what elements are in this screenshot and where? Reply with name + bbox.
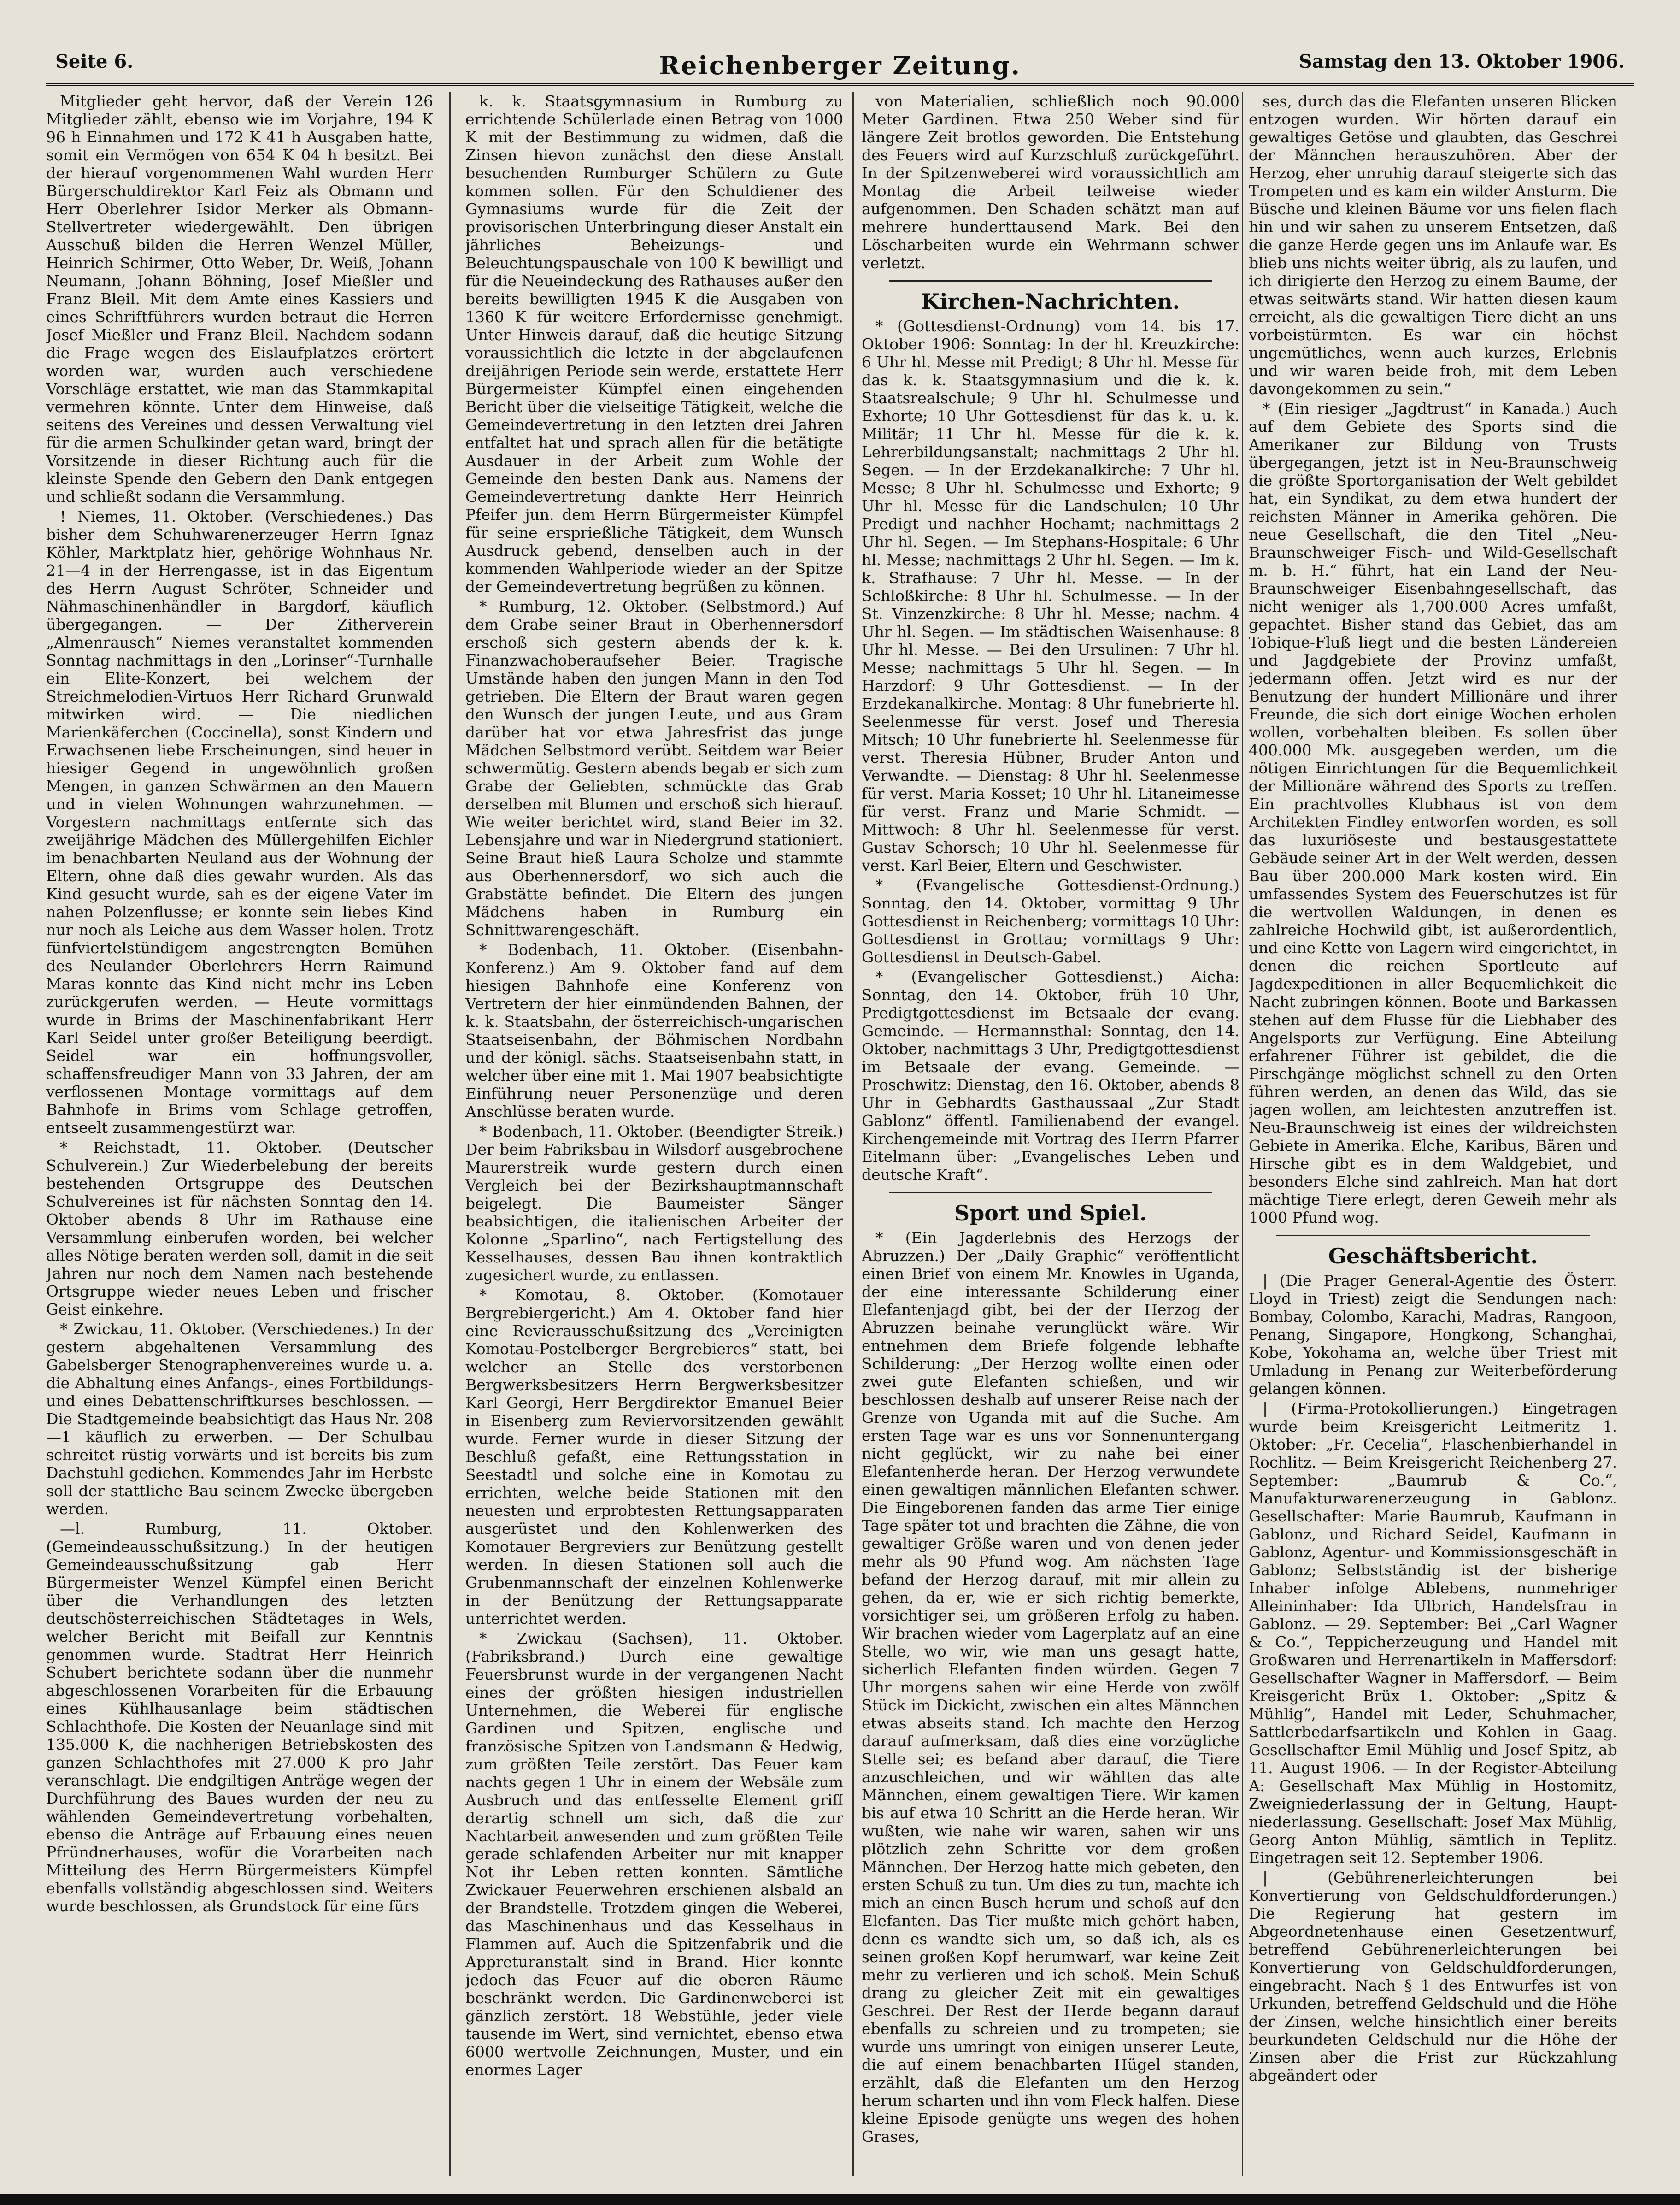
column-rule [1242,92,1243,2176]
section-heading-business: Geschäftsbericht. [1328,1244,1538,1268]
section-heading-sport: Sport und Spiel. [954,1201,1147,1226]
article-paragraph: * (Gottesdienst-Ordnung) vom 14. bis 17. Oktober 1906: Sonntag: In der hl. Kreuzkirche: 6 Uhr hl. Messe mit Predigt; 8 Uhr hl. Messe für das k. k. Staatsgymnasium und die k. k. Staatsrealschule; 9 Uhr hl. Schulmesse und Exhorte; 10 Uhr Gottesdienst für das k. u. k. Militär; 11 Uhr hl. Messe für die k. k. Lehrerbildungsanstalt; nachmittags 2 Uhr hl. Segen. — In der Erzdekanalkirche: 7 Uhr hl. Messe; 8 Uhr hl. Schulmesse und Exhorte; 9 Uhr hl. Messe für die Landschulen; 10 Uhr Predigt und nachher Hochamt; nachmittags 2 Uhr hl. Segen. — Im Stephans-Hospitale: 6 Uhr hl. Messe; nachmittags 2 Uhr hl. Segen. — Im k. k. Strafhause: 7 Uhr hl. Messe. — In der Schloßkirche: 8 Uhr hl. Schulmesse. — In der St. Vinzenzkirche: 8 Uhr hl. Messe; nachm. 4 Uhr hl. Segen. — Im städtischen Waisenhause: 8 Uhr hl. Messe. — Bei den Ursulinen: 7 Uhr hl. Messe; nachmittags 5 Uhr hl. Segen. — In Harzdorf: 9 Uhr Gottesdienst. — In der Erzdekanalkirche. Montag: 8 Uhr funebrierte hl. Seelenmesse für verst. Josef und Theresia Mitsch; 10 Uhr funebrierte hl. Seelenmesse für verst. Theresia Hübner, Bruder Anton und Verwandte. — Dienstag: 8 Uhr hl. Seelenmesse für verst. Maria Kosset; 10 Uhr hl. Litaneimesse für verst. Franz und Marie Schmidt. — Mittwoch: 8 Uhr hl. Seelenmesse für verst. Gustav Schorsch; 10 Uhr hl. Seelenmesse für verst. Karl Beier, Eltern und Geschwister. [862,317,1239,874]
section-divider [889,1192,1212,1193]
article-paragraph: * (Evangelische Gottesdienst-Ordnung.) Sonntag, den 14. Oktober, vormittag 9 Uhr Gottesdienst in Reichenberg; vormittags 10 Uhr: Gottesdienst in Grottau; vormittags 9 Uhr: Gottesdienst in Deutsch-Gabel. [862,876,1239,966]
article-paragraph: * (Ein riesiger „Jagdtrust“ in Kanada.) Auch auf dem Gebiete des Sports sind die Amerikaner zur Bildung von Trusts übergegangen, jetzt ist in Neu-Braunschweig die größte Sportorganisation der Welt gebildet hat, ein Syndikat, zu dem etwa hundert der reichsten Männer in Amerika gehören. Die neue Gesellschaft, die den Titel „Neu-Braunschweiger Fisch- und Wild-Gesellschaft m. b. H.“ führt, hat ein Land der Neu-Braunschweiger Eisenbahngesellschaft, das nicht weniger als 1,700.000 Acres umfaßt, gepachtet. Bisher stand das Gebiet, das am Tobique-Fluß liegt und die besten Ländereien und Jagdgebiete der Provinz umfaßt, jedermann offen. Jetzt wird es nur der Benutzung der hundert Millionäre und ihrer Freunde, die sich dort einige Wochen erholen wollen, vorbehalten bleiben. Es sollen über 400.000 Mk. ausgegeben werden, um die nötigen Einrichtungen für die Bequemlichkeit der Millionäre während des Sports zu treffen. Ein prachtvolles Klubhaus ist von dem Architekten Findley entworfen worden, es soll das luxuriöseste und bestausgestattete Gebäude seiner Art in der Welt werden, dessen Bau über 200.000 Mark kosten wird. Ein umfassendes System des Feuerschutzes ist für die wertvollen Waldungen, in denen es zahlreiche Hochwild gibt, ist außerordentlich, und eine Kette von Lagern wird eingerichtet, in denen die reichen Sportleute auf Jagdexpeditionen in aller Bequemlichkeit die Nacht zubringen können. Boote und Barkassen stehen auf dem Flusse für die Liebhaber des Angelsports zur Verfügung. Eine Abteilung erfahrener Führer ist gebildet, die die Pirschgänge möglichst schnell zu den Orten führen werden, an denen das Wild, das sie jagen wollen, am leichtesten anzutreffen ist. Neu-Braunschweig ist eines der wildreichsten Gebiete in Amerika. Elche, Karibus, Bären und Hirsche gibt es in dem Waldgebiet, und besonders Elche sind zahlreich. Man hat dort mächtige Tiere erlegt, deren Geweih mehr als 1000 Pfund wog. [1249,400,1617,1226]
column-rule [852,92,854,2176]
article-paragraph: * Rumburg, 12. Oktober. (Selbstmord.) Auf dem Grabe seiner Braut in Oberhennersdorf erschoß sich gestern abends der k. k. Finanzwachoberaufseher Beier. Tragische Umstände haben den jungen Mann in den Tod getrieben. Die Eltern der Braut waren gegen den Wunsch der jungen Leute, und aus Gram darüber hat vor etwa Jahresfrist das junge Mädchen Selbstmord verübt. Seitdem war Beier schwermütig. Gestern abends begab er sich zum Grabe der Geliebten, schmückte das Grab derselben mit Blumen und erschoß sich hierauf. Wie weiter berichtet wird, stand Beier im 32. Lebensjahre und war in Niedergrund stationiert. Seine Braut hieß Laura Scholze und stammte aus Oberhennersdorf, wo sich auch die Grabstätte befindet. Die Eltern des jungen Mädchens haben in Rumburg ein Schnittwarengeschäft. [465,597,843,939]
article-paragraph: * Reichstadt, 11. Oktober. (Deutscher Schulverein.) Zur Wiederbelebung der bereits bestehenden Ortsgruppe des Deutschen Schulvereines ist für nächsten Sonntag den 14. Oktober abends 8 Uhr im Rathause eine Versammlung einberufen worden, bei welcher alles Nötige beraten werden soll, damit in die seit Jahren nur noch dem Namen nach bestehende Ortsgruppe wieder neues Leben und frischer Geist einkehre. [46,1138,433,1318]
article-paragraph: * Bodenbach, 11. Oktober. (Eisenbahn-Konferenz.) Am 9. Oktober fand auf dem hiesigen Bahnhofe eine Konferenz von Vertretern der hier einmündenden Bahnen, der k. k. Staatsbahn, der österreichisch-ungarischen Staatseisenbahn, der Böhmischen Nordbahn und der königl. sächs. Staatseisenbahn statt, in welcher über eine mit 1. Mai 1907 beabsichtigte Einführung neuer Personenzüge und deren Anschlüsse beraten wurde. [465,941,843,1120]
article-paragraph: k. k. Staatsgymnasium in Rumburg zu errichtende Schülerlade einen Betrag von 1000 K mit der Bestimmung zu widmen, daß die Zinsen hievon zunächst den diese Anstalt besuchenden Rumburger Schülern zu Gute kommen sollen. Für den Schuldiener des Gymnasiums wurde für die Zeit der provisorischen Unterbringung dieser Anstalt ein jährliches Beheizungs- und Beleuchtungspauschale von 100 K bewilligt und für die Neueindeckung des Rathauses außer den bereits bewilligten 1945 K die Ausgaben von 1360 K für weitere Erfordernisse genehmigt. Unter Hinweis darauf, daß die heutige Sitzung voraussichtlich die letzte in der abgelaufenen dreijährigen Periode sein werde, erstattete Herr Bürgermeister Kümpfel einen eingehenden Bericht über die vielseitige Tätigkeit, welche die Gemeindevertretung in den letzten drei Jahren entfaltet hat und sprach allen für die betätigte Ausdauer in der Arbeit zum Wohle der Gemeinde den besten Dank aus. Namens der Gemeindevertretung dankte Herr Heinrich Pfeifer jun. dem Herrn Bürgermeister Kümpfel für seine ersprießliche Tätigkeit, dem Wunsch Ausdruck gebend, denselben auch in der kommenden Wahlperiode wieder an der Spitze der Gemeindevertretung begrüßen zu können. [465,92,843,595]
article-paragraph: | (Gebührenerleichterungen bei Konvertierung von Geldschuldforderungen.) Die Regierung hat gestern im Abgeordnetenhause einen Gesetzentwurf, betreffend Gebührenerleichterungen bei Konvertierung von Geldschuldforderungen, eingebracht. Nach § 1 des Entwurfes ist von Urkunden, betreffend Geldschuld und die Höhe der Zinsen, welche hinsichtlich einer bereits beurkundeten Geldschuld nur die Höhe der Zinsen aber die Frist zur Rückzahlung abgeändert oder [1249,1869,1617,2084]
article-paragraph: * Zwickau (Sachsen), 11. Oktober. (Fabriksbrand.) Durch eine gewaltige Feuersbrunst wurde in der vergangenen Nacht eines der größten hiesigen industriellen Unternehmen, die Weberei für englische Gardinen und Spitzen, englische und französische Spitzen von Landsmann & Hedwig, zum größten Teile zerstört. Das Feuer kam nachts gegen 1 Uhr in einem der Websäle zum Ausbruch und das entfesselte Element griff derartig schnell um sich, daß die zur Nachtarbeit anwesenden und zum größten Teile gerade schlafenden Arbeiter nur mit knapper Not ihr Leben retten konnten. Sämtliche Zwickauer Feuerwehren erschienen alsbald an der Brandstelle. Trotzdem gingen die Weberei, das Maschinenhaus und das Kesselhaus in Flammen auf. Auch die Spitzenfabrik und die Appreturanstalt sind in Brand. Hier konnte jedoch das Feuer auf die oberen Räume beschränkt werden. Die Gardinenweberei ist gänzlich zerstört. 18 Webstühle, jeder viele tausende im Wert, sind vernichtet, ebenso etwa 6000 wertvolle Zeichnungen, Muster, und ein enormes Lager [465,1629,843,2079]
article-paragraph: | (Die Prager General-Agentie des Österr. Lloyd in Triest) zeigt die Sendungen nach: Bombay, Colombo, Karachi, Madras, Rangoon, Penang, Singapore, Hongkong, Schanghai, Kobe, Yokohama an, welche über Triest mit Umladung in Penang zur Weiterbeförderung gelangen können. [1249,1272,1617,1397]
page-header [46,46,1634,86]
article-paragraph: ! Niemes, 11. Oktober. (Verschiedenes.) Das bisher dem Schuhwarenerzeuger Herrn Ignaz Köhler, Marktplatz hier, gehörige Wohnhaus Nr. 21—4 in der Herrengasse, ist in das Eigentum des Herrn August Schröter, Schneider und Nähmaschinenhändler in Bargdorf, käuflich übergegangen. — Der Zitherverein „Almenrausch“ Niemes veranstaltet kommenden Sonntag nachmittags in den „Lorinser“-Turnhalle ein Elite-Konzert, bei welchem der Streichmelodien-Virtuos Herr Richard Grunwald mitwirken wird. — Die niedlichen Marienkäferchen (Coccinella), sonst Kindern und Erwachsenen liebe Erscheinungen, sind heuer in hiesiger Gegend in ungewöhnlich großen Mengen, in ganzen Schwärmen an den Mauern und in vielen Wohnungen wahrzunehmen. — Vorgestern nachmittags entfernte sich das zweijährige Mädchen des Müllergehilfen Eichler im benachbarten Neuland aus der Wohnung der Eltern, ohne daß dies gewahr wurden. Als das Kind gesucht wurde, sah es der eigene Vater im nahen Polzenflusse; er konnte sein liebes Kind nur noch als Leiche aus dem Wasser holen. Trotz fünfviertelstündigem angestrengten Bemühen des Neulander Oberlehrers Herrn Raimund Maras konnte das Kind nicht mehr ins Leben zurückgerufen werden. — Heute vormittags wurde in Brims der Maschinenfabrikant Herr Karl Seidel unter großer Beteiligung beerdigt. Seidel war ein hoffnungsvoller, schaffensfreudiger Mann von 33 Jahren, der am verflossenen Montage vormittags auf dem Bahnhofe in Brims vom Schlage getroffen, entseelt zusammengestürzt war. [46,507,433,1137]
article-paragraph: * (Ein Jagderlebnis des Herzogs der Abruzzen.) Der „Daily Graphic“ veröffentlicht einen Brief von einem Mr. Knowles in Uganda, der eine interessante Schilderung einer Elefantenjagd gibt, bei der der Herzog der Abruzzen beinahe verunglückt wäre. Wir entnehmen dem Briefe folgende lebhafte Schilderung: „Der Herzog wollte einen oder zwei gute Elefanten schießen, und wir beschlossen deshalb auf unserer Reise nach der Grenze von Uganda mit auf die Suche. Am ersten Tage war es uns vor Sonnenuntergang nicht geglückt, wir zu nahe bei einer Elefantenherde heran. Der Herzog verwundete einen gewaltigen männlichen Elefanten schwer. Die Eingeborenen fanden das arme Tier einige Tage später tot und brachten die Zähne, die von gewaltiger Größe waren und von denen jeder mehr als 90 Pfund wog. Am nächsten Tage befand der Herzog darauf, mit mir allein zu gehen, da er, wie er sich richtig bemerkte, vorsichtiger sei, um größeren Erfolg zu haben. Wir brachen wieder vom Lagerplatz auf an eine Stelle, wo wir, wie man uns gesagt hatte, sicherlich Elefanten finden würden. Gegen 7 Uhr morgens sahen wir eine Herde von zwölf Stück im Dickicht, zwischen ein altes Männchen etwas abseits stand. Ich machte den Herzog darauf aufmerksam, daß dies eine vorzügliche Stelle sei; es befand aber darauf, die Tiere anzuschleichen, und wir wählten das alte Männchen, einem gewaltigen Tiere. Wir kamen bis auf etwa 10 Schritt an die Herde heran. Wir wußten, wie nahe wir waren, sahen wir uns plötzlich zehn Schritte vor dem großen Männchen. Der Herzog hatte mich gebeten, den ersten Schuß zu tun. Um dies zu tun, machte ich mich an einen Busch herum und schoß auf den Elefanten. Das Tier mußte mich gehört haben, denn es wandte sich um, so daß ich, als es seinen großen Kopf herumwarf, war keine Zeit mehr zu verlieren und ich schoß. Mein Schuß drang zu gleicher Zeit mit ein gewaltiges Geschrei. Der Rest der Herde begann darauf ebenfalls zu schreien und zu trompeten; sie wurde uns umringt von einigen unserer Leute, die auf einem benachbarten Hügel standen, erzählt, daß die Elefanten um den Herzog herum scharten und ihn vom Fleck halfen. Diese kleine Episode genügte uns wegen des hohen Grases, [862,1229,1239,2146]
page-number: Seite 6. [55,51,134,72]
newspaper-title: Reichenberger Zeitung. [659,51,1021,80]
scan-bottom-edge [0,2194,1680,2205]
article-paragraph: | (Firma-Protokollierungen.) Eingetragen wurde beim Kreisgericht Leitmeritz 1. Oktober: „Fr. Cecelia“, Flaschenbierhandel in Rochlitz. — Beim Kreisgericht Reichenberg 27. September: „Baumrub & Co.“, Manufakturwarenerzeugung in Gablonz. Gesellschafter: Marie Baumrub, Kaufmann in Gablonz, und Richard Seidel, Kaufmann in Gablonz, Agentur- und Kommissionsgeschäft in Gablonz; Selbstständig ist der bisherige Inhaber infolge Ablebens, nunmehriger Alleininhaber: Ida Ulbrich, Handelsfrau in Gablonz. — 29. September: Bei „Carl Wagner & Co.“, Teppicherzeugung und Handel mit Großwaren und Herrenartikeln in Maffersdorf: Gesellschafter Wagner in Maffersdorf. — Beim Kreisgericht Brüx 1. Oktober: „Spitz & Mühlig“, Handel mit Leder, Schuhmacher, Sattlerbedarfsartikeln und Kohlen in Gaag. Gesellschafter Emil Mühlig und Josef Spitz, ab 11. August 1906. — In der Register-Abteilung A: Gesellschaft Max Mühlig in Hostomitz, Zweigniederlassung der in Geltung, Hauptniederlassung. Gesellschaft: Josef Max Mühlig, Georg Anton Mühlig, sämtlich in Teplitz. Eingetragen seit 12. September 1906. [1249,1399,1617,1867]
column-3 [862,92,1239,2176]
article-paragraph: Mitglieder geht hervor, daß der Verein 126 Mitglieder zählt, ebenso wie im Vorjahre, 194 K 96 h Einnahmen und 172 K 41 h Ausgaben hatte, somit ein Vermögen von 654 K 04 h besitzt. Bei der hierauf vorgenommenen Wahl wurden Herr Bürgerschuldirektor Karl Feiz als Obmann und Herr Oberlehrer Isidor Merker als Obmann-Stellvertreter wiedergewählt. Den übrigen Ausschuß bilden die Herren Wenzel Müller, Heinrich Schirmer, Otto Weber, Dr. Weiß, Johann Neumann, Johann Böhning, Josef Mießler und Franz Bleil. Mit dem Amte eines Kassiers und eines Schriftführers wurden betraut die Herren Josef Mießler und Franz Bleil. Nachdem sodann die Frage wegen des Eislaufplatzes erörtert worden war, wurden auch verschiedene Vorschläge erstattet, wie man das Stammkapital vermehren könnte. Unter dem Hinweise, daß seitens des Vereines und dessen Verwaltung viel für die armen Schulkinder getan ward, bringt der Vorsitzende in dieser Richtung auch für die kleinste Spende den Gebern den Dank entgegen und schließt sodann die Versammlung. [46,92,433,506]
column-rule [449,92,451,2176]
article-paragraph: * Komotau, 8. Oktober. (Komotauer Bergrebiergericht.) Am 4. Oktober fand hier eine Revierausschußsitzung des „Vereinigten Komotau-Postelberger Bergrebieres“ statt, bei welcher an Stelle des verstorbenen Bergwerksbesitzers Herrn Bergwerksbesitzer Karl Georgi, Herr Bergdirektor Emanuel Beier in Eisenberg zum Reviervorsitzenden gewählt wurde. Ferner wurde in dieser Sitzung der Beschluß gefaßt, eine Rettungsstation in Seestadtl und solche eine in Komotau zu errichten, welche beide Stationen mit den neuesten und erprobtesten Rettungsapparaten ausgerüstet und den Kohlenwerken des Komotauer Bergreviers zur Benützung gestellt werden. In diesen Stationen soll auch die Grubenmannschaft der einzelnen Kohlenwerke in der Benützung der Rettungsapparate unterrichtet werden. [465,1286,843,1627]
issue-date: Samstag den 13. Oktober 1906. [1298,51,1625,72]
article-paragraph: ses, durch das die Elefanten unseren Blicken entzogen wurden. Wir hörten darauf ein gewaltiges Getöse und glaubten, das Geschrei der Männchen herauszuhören. Aber der Herzog, eher unruhig darauf steigerte sich das Trompeten und es kam ein wilder Ansturm. Die Büsche und kleinen Bäume vor uns fielen flach hin und wir sahen zu unserem Entsetzen, daß die ganze Herde gegen uns im Anlaufe war. Es blieb uns nichts weiter übrig, als zu laufen, und ich dirigierte den Herzog zu einem Baume, der etwas seitwärts stand. Wir hatten diesen kaum erreicht, als die gewaltigen Tiere dicht an uns vorbeistürmten. Es war ein höchst ungemütliches, wenn auch kurzes, Erlebnis und wir waren beide froh, mit dem Leben davongekommen zu sein.“ [1249,92,1617,398]
column-1 [46,92,433,2176]
article-paragraph: * Bodenbach, 11. Oktober. (Beendigter Streik.) Der beim Fabriksbau in Wilsdorf ausgebrochene Maurerstreik wurde gestern durch einen Vergleich bei der Bezirkshauptmannschaft beigelegt. Die Baumeister Sänger beabsichtigen, die italienischen Arbeiter der Kolonne „Sparlino“, nach Fertigstellung des Kesselhauses, dessen Bau ihnen kontraktlich zugesichert wurde, zu entlassen. [465,1122,843,1284]
column-4 [1249,92,1617,2176]
column-2 [465,92,843,2176]
section-divider [1276,1235,1590,1236]
section-heading-church: Kirchen-Nachrichten. [921,289,1180,314]
article-paragraph: * (Evangelischer Gottesdienst.) Aicha: Sonntag, den 14. Oktober, früh 10 Uhr, Predigtgottesdienst im Betsaale der evang. Gemeinde. — Hermannsthal: Sonntag, den 14. Oktober, nachmittags 3 Uhr, Predigtgottesdienst im Betsaale der evang. Gemeinde. — Proschwitz: Dienstag, den 16. Oktober, abends 8 Uhr in Gebhardts Gasthaussaal „Zur Stadt Gablonz“ öffentl. Familienabend der evangel. Kirchengemeinde mit Vortrag des Herrn Pfarrer Eitelmann über: „Evangelisches Leben und deutsche Kraft“. [862,968,1239,1184]
article-paragraph: * Zwickau, 11. Oktober. (Verschiedenes.) In der gestern abgehaltenen Versammlung des Gabelsberger Stenographenvereines wurde u. a. die Abhaltung eines Anfangs-, eines Fortbildungs- und eines Debattenschriftkurses beschlossen. — Die Stadtgemeinde beabsichtigt das Haus Nr. 208—1 käuflich zu erwerben. — Der Schulbau schreitet rüstig vorwärts und ist bereits bis zum Dachstuhl gediehen. Kommendes Jahr im Herbste soll der stattliche Bau seinem Zwecke übergeben werden. [46,1320,433,1518]
section-divider [889,280,1212,282]
article-paragraph: —l. Rumburg, 11. Oktober. (Gemeindeausschußsitzung.) In der heutigen Gemeindeausschußsitzung gab Herr Bürgermeister Wenzel Kümpfel einen Bericht über die Verhandlungen des letzten deutschösterreichischen Städtetages in Wels, welcher Bericht mit Beifall zur Kenntnis genommen wurde. Stadtrat Herr Heinrich Schubert berichtete sodann über die nunmehr abgeschlossenen Vorarbeiten für die Erbauung eines Kühlhausanlage beim städtischen Schlachthofe. Die Kosten der Neuanlage sind mit 135.000 K, die nachherigen Betriebskosten des ganzen Schlachthofes mit 27.000 K pro Jahr veranschlagt. Die endgiltigen Anträge wegen der Durchführung des Baues wurden der neu zu wählenden Gemeindevertretung vorbehalten, ebenso die Anträge auf Erbauung eines neuen Pfründnerhauses, wofür die Vorarbeiten nach Mitteilung des Herrn Bürgermeisters Kümpfel ebenfalls vollständig abgeschlossen sind. Weiters wurde beschlossen, als Grundstock für eine fürs [46,1520,433,1915]
article-paragraph: von Materialien, schließlich noch 90.000 Meter Gardinen. Etwa 250 Weber sind für längere Zeit brotlos geworden. Die Entstehung des Feuers wird auf Kurzschluß zurückgeführt. In der Spitzenweberei wird voraussichtlich am Montag die Arbeit teilweise wieder aufgenommen. Den Schaden schätzt man auf mehrere hunderttausend Mark. Bei den Löscharbeiten wurde ein Wehrmann schwer verletzt. [862,92,1239,272]
